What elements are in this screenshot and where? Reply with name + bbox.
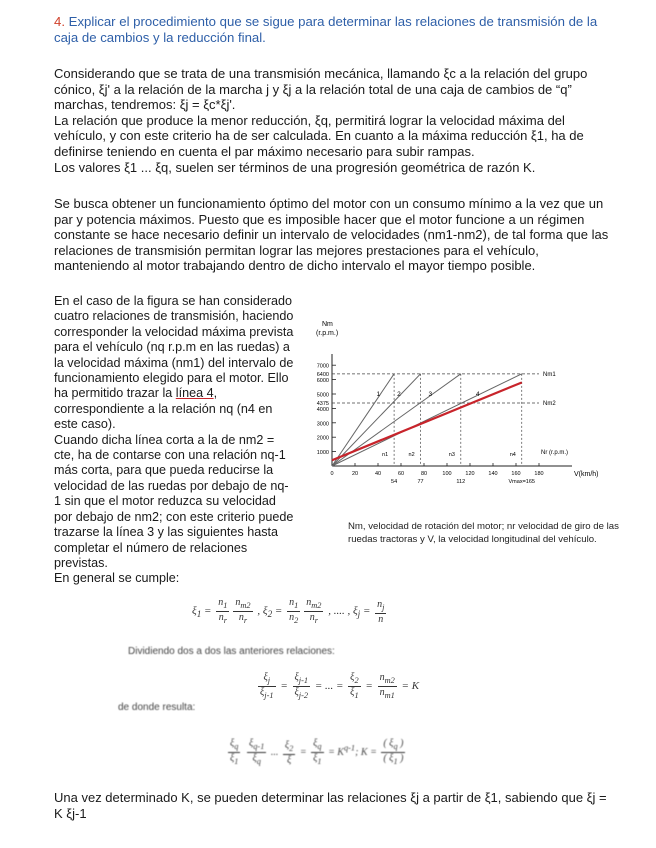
- from-where-text: de donde resulta:: [118, 702, 196, 713]
- v-label-2: n3: [448, 452, 455, 458]
- left-part2: , correspondiente a la relación nq (n4 en este caso).: [54, 386, 273, 432]
- dividing-text: Dividiendo dos a dos las anteriores relaciones:: [128, 646, 335, 657]
- x-special-label-1: 77: [417, 479, 424, 485]
- left-col-p2: Cuando dicha línea corta a la de nm2 = cte, ha de contarse con una relación nq-1 más corta, para que pueda reducirse la velocidad de las ruedas por debajo de nq-1 sin que el motor reduzca su velocidad por debajo de nm2; con este criterio puede trazarse la línea 3 y las siguientes hasta completar el número de relaciones previstas.: [54, 432, 294, 570]
- x-tick-label-4: 100: [442, 471, 452, 477]
- left-col-general: En general se cumple:: [54, 571, 180, 586]
- left-column-text: [54, 294, 294, 587]
- v-label-0: n1: [382, 452, 389, 458]
- y-tick-label-2: 3000: [316, 421, 329, 428]
- series-label-1: 1: [376, 391, 381, 399]
- x-tick-label-5: 120: [465, 471, 475, 477]
- x-special-label-0: 54: [391, 479, 398, 485]
- y-special-label-1: 4375: [316, 401, 329, 407]
- x-tick-label-3: 80: [420, 471, 428, 477]
- question-title: [54, 14, 614, 46]
- x-bottom-label: V(km/h): [574, 471, 599, 478]
- transmission-chart: [296, 318, 641, 503]
- p1-line3: Los valores ξ1 ... ξq, suelen ser términos de una progresión geométrica de razón K.: [54, 159, 536, 175]
- x-top-label: Nr (r.p.m.): [541, 450, 568, 456]
- series-line-2: [332, 374, 421, 466]
- y-tick-label-0: 1000: [316, 450, 329, 457]
- left-part1: En el caso de la figura se han considerado cuatro relaciones de transmisión, haciendo corresponder la velocidad máxima prevista para el vehículo (nq r.p.m en las ruedas) a la velocidad máxima (nm1) del intervalo de funcionamiento elegido para el motor. Ello ha permitido trazar la: [54, 294, 294, 401]
- question-text: Explicar el procedimiento que se sigue para determinar las relaciones de transmisión de la caja de cambios y la reducción final.: [54, 14, 598, 45]
- left-underlined: línea 4: [175, 386, 214, 401]
- p2-text: Se busca obtener un funcionamiento óptimo del motor con un consumo mínimo a la vez que un par y potencia máximos. Puesto que es imposible hacer que el motor funcione a un régimen constante se hace necesario definir un intervalo de velocidades (nm1-nm2), de tal forma que las relaciones de transmisión permitan lograr las mejores prestaciones para el vehículo, manteniendo al motor trabajando dentro de dicho intervalo el mayor tiempo posible.: [54, 196, 609, 274]
- series-line-4: [332, 374, 522, 466]
- v-label-1: n2: [408, 452, 415, 458]
- level-label-0: Nm1: [543, 371, 556, 378]
- paragraph-2: [54, 196, 614, 274]
- general-formula: $\xi_1$ = $\frac{n_1}{n_r}$ $\frac{n_{m2}}{n_r}$ , $\xi_2$ = $\frac{n_1}{n_2}$ $\frac{n_{m2}}{n_r}$ , .... , $\xi_j$ = $\frac{n_j}{n}$: [192, 597, 385, 625]
- x-tick-label-0: 20: [351, 471, 359, 477]
- x-tick-label-zero: 0: [330, 471, 334, 477]
- series-label-3: 3: [428, 391, 433, 399]
- x-tick-label-7: 160: [511, 471, 521, 477]
- x-tick-label-1: 40: [374, 471, 382, 477]
- paragraph-1: [54, 66, 614, 175]
- y-axis-unit: (r.p.m.): [316, 330, 339, 337]
- series-label-2: 2: [397, 391, 401, 399]
- question-number: 4.: [54, 14, 65, 29]
- x-tick-label-8: 180: [534, 471, 544, 477]
- result-formula: $\frac{\xi_q}{\xi_1}$ $\frac{\xi_{q-1}}{\xi_q}$ ... $\frac{\xi_2}{\xi}$ = $\frac{\xi_q}{\xi_1}$ = $K^{q-1}$; K = $\frac{( \xi_q )}{( \xi_1 )}$: [230, 738, 404, 766]
- level-label-1: Nm2: [543, 401, 556, 407]
- y-tick-label-1: 2000: [316, 435, 329, 442]
- p1-line2: La relación que produce la menor reducción, ξq, permitirá lograr la velocidad máxima del vehículo, y con este criterio ha de ser calculada. En cuanto a la máxima reducción ξ1, ha de definirse teniendo en cuenta el par máximo necesario para subir rampas.: [54, 112, 584, 159]
- y-tick-label-5: 6000: [316, 378, 329, 385]
- y-tick-label-6: 7000: [316, 363, 329, 370]
- series-line-red: [332, 382, 522, 460]
- y-tick-label-3: 4000: [316, 406, 329, 413]
- final-text: Una vez determinado K, se pueden determinar las relaciones ξj a partir de ξ1, sabiendo que ξj = K ξj-1: [54, 790, 607, 821]
- x-special-label-2: 112: [456, 479, 466, 485]
- v-label-3: n4: [509, 452, 516, 458]
- x-tick-label-6: 140: [488, 471, 498, 477]
- y-tick-label-4: 5000: [316, 392, 329, 399]
- x-tick-label-2: 60: [397, 471, 405, 477]
- p1-line1: Considerando que se trata de una transmisión mecánica, llamando ξc a la relación del grupo cónico, ξj' a la relación de la marcha j y ξj a la relación total de una caja de cambios de “q” marchas, tendremos: ξj = ξc*ξj'.: [54, 66, 588, 113]
- x-special-label-3: Vmax=165: [508, 479, 535, 485]
- left-col-p1: [54, 294, 294, 433]
- ratio-formula: $\frac{\xi_j}{\xi_{j-1}}$ = $\frac{\xi_{j-1}}{\xi_{j-2}}$ = ... = $\frac{\xi_2}{\xi_1}$ = $\frac{n_{m2}}{n_{m1}}$ = K: [260, 672, 420, 700]
- figure-caption: Nm, velocidad de rotación del motor; nr velocidad de giro de las ruedas tractoras y V, la velocidad longitudinal del vehículo.: [348, 521, 619, 545]
- y-special-label-0: 6400: [316, 371, 329, 378]
- y-axis-label: Nm: [322, 321, 333, 328]
- series-label-4: 4: [476, 391, 480, 399]
